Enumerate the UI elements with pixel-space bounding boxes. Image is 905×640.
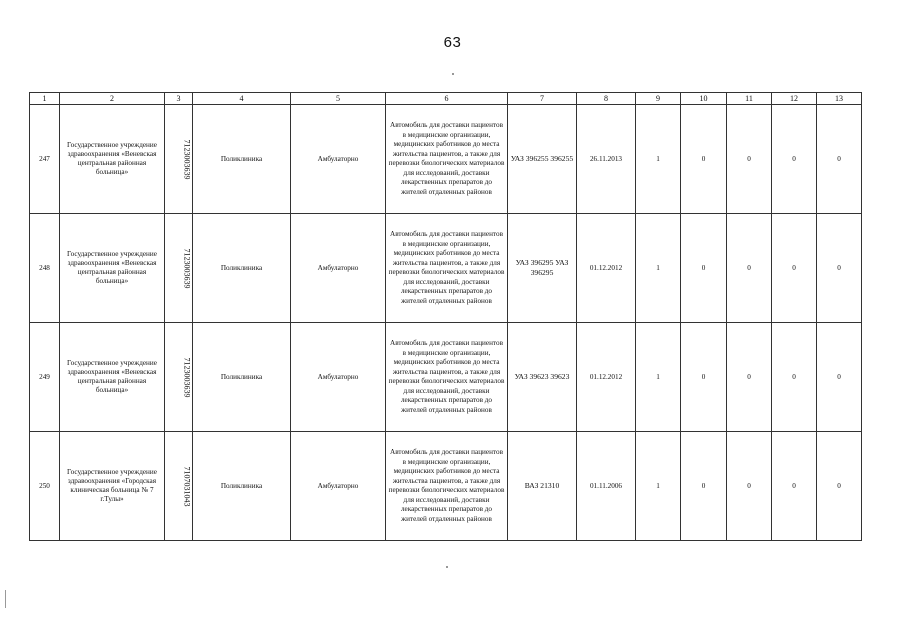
column-header: 8 [577,93,636,105]
value-cell: 0 [681,105,727,214]
column-header: 5 [291,93,386,105]
care-type: Амбулаторно [291,323,386,432]
row-number: 250 [30,432,60,541]
value-cell: 0 [817,323,862,432]
column-header: 4 [193,93,291,105]
value-cell: 0 [727,214,772,323]
vehicle-model: УАЗ 396255 396255 [508,105,577,214]
value-cell: 0 [772,105,817,214]
value-cell: 0 [727,432,772,541]
vehicle-model: УАЗ 396295 УАЗ 396295 [508,214,577,323]
inn-cell [165,105,193,214]
care-type: Амбулаторно [291,105,386,214]
value-cell: 0 [772,432,817,541]
facility-type: Поликлиника [193,432,291,541]
vehicle-register-table [29,92,862,541]
registration-date: 01.11.2006 [577,432,636,541]
value-cell: 0 [772,214,817,323]
facility-type: Поликлиника [193,105,291,214]
table-row [30,105,862,214]
vehicle-purpose: Автомобиль для доставки пациентов в медицинские организации, медицинских работников до места жительства пациентов, а также для перевозки биологических материалов для исследований, доставки лекарственных препаратов до жителей отдаленных районов [386,214,508,323]
column-header: 10 [681,93,727,105]
institution-name: Государственное учреждение здравоохранения «Веневская центральная районная больница» [60,105,165,214]
value-cell: 1 [636,214,681,323]
institution-name: Государственное учреждение здравоохранения «Веневская центральная районная больница» [60,323,165,432]
column-header: 9 [636,93,681,105]
value-cell: 1 [636,323,681,432]
column-header: 6 [386,93,508,105]
row-number: 249 [30,323,60,432]
vehicle-model: ВАЗ 21310 [508,432,577,541]
scan-edge-mark [5,590,6,608]
care-type: Амбулаторно [291,432,386,541]
inn-code: 7107031043 [182,466,192,506]
table-row [30,214,862,323]
row-number: 247 [30,105,60,214]
column-header: 13 [817,93,862,105]
column-header: 12 [772,93,817,105]
inn-code: 7123003639 [182,139,192,179]
inn-code: 7123003639 [182,357,192,397]
facility-type: Поликлиника [193,323,291,432]
vehicle-purpose: Автомобиль для доставки пациентов в медицинские организации, медицинских работников до места жительства пациентов, а также для перевозки биологических материалов для исследований, доставки лекарственных препаратов до жителей отдаленных районов [386,323,508,432]
value-cell: 0 [817,432,862,541]
table-row [30,323,862,432]
value-cell: 0 [727,323,772,432]
registration-date: 01.12.2012 [577,214,636,323]
column-header: 7 [508,93,577,105]
vehicle-purpose: Автомобиль для доставки пациентов в медицинские организации, медицинских работников до места жительства пациентов, а также для перевозки биологических материалов для исследований, доставки лекарственных препаратов до жителей отдаленных районов [386,105,508,214]
value-cell: 0 [681,432,727,541]
facility-type: Поликлиника [193,214,291,323]
institution-name: Государственное учреждение здравоохранения «Веневская центральная районная больница» [60,214,165,323]
care-type: Амбулаторно [291,214,386,323]
value-cell: 0 [681,214,727,323]
column-header: 11 [727,93,772,105]
column-header: 2 [60,93,165,105]
table-row [30,432,862,541]
inn-cell [165,214,193,323]
scan-speck [446,566,448,568]
value-cell: 0 [817,105,862,214]
value-cell: 1 [636,432,681,541]
column-number-header-row [30,93,862,105]
scan-speck [452,73,454,75]
registration-date: 01.12.2012 [577,323,636,432]
vehicle-purpose: Автомобиль для доставки пациентов в медицинские организации, медицинских работников до места жительства пациентов, а также для перевозки биологических материалов для исследований, доставки лекарственных препаратов до жителей отдаленных районов [386,432,508,541]
institution-name: Государственное учреждение здравоохранения «Городская клиническая больница № 7 г.Тулы» [60,432,165,541]
value-cell: 0 [772,323,817,432]
page-number: 63 [443,34,462,51]
value-cell: 1 [636,105,681,214]
row-number: 248 [30,214,60,323]
column-header: 3 [165,93,193,105]
vehicle-model: УАЗ 39623 39623 [508,323,577,432]
inn-cell [165,323,193,432]
value-cell: 0 [681,323,727,432]
inn-code: 7123003639 [182,248,192,288]
value-cell: 0 [727,105,772,214]
registration-date: 26.11.2013 [577,105,636,214]
value-cell: 0 [817,214,862,323]
inn-cell [165,432,193,541]
column-header: 1 [30,93,60,105]
